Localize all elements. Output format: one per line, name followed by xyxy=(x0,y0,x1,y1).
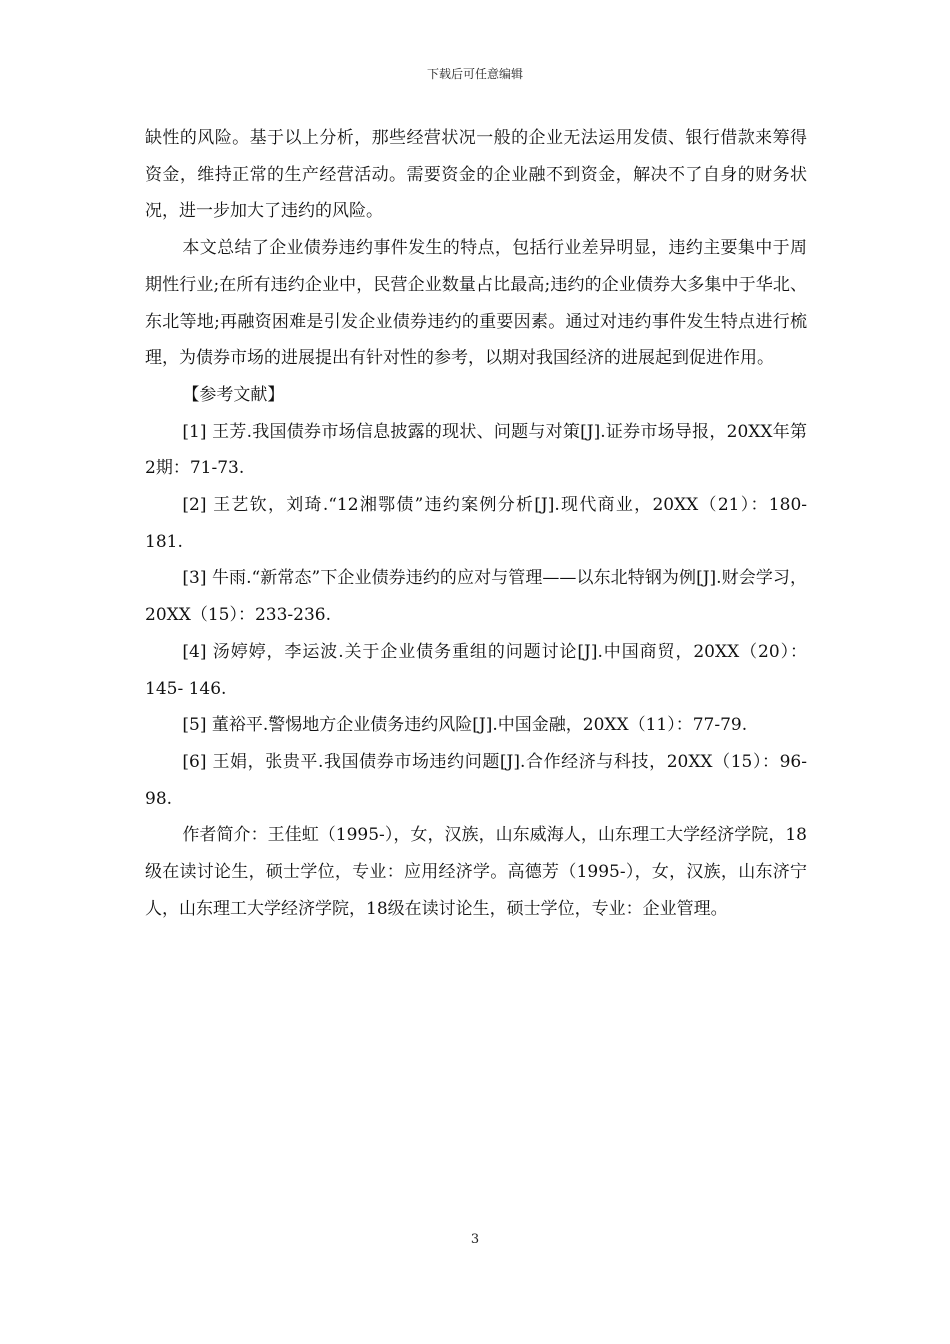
references-heading: 【参考文献】 xyxy=(182,384,285,405)
reference-item-5: [5] 董裕平.警惕地方企业债务违约风险[J].中国金融，20XX（11）：77-79. xyxy=(182,715,748,736)
reference-item-3: [3] 牛雨.“新常态”下企业债券违约的应对与管理——以东北特钢为例[J].财会学习，20XX（15）：233-236. xyxy=(145,568,807,626)
page-number: 3 xyxy=(470,1232,480,1247)
author-bio: 作者简介：王佳虹（1995-），女，汉族，山东威海人，山东理工大学经济学院，18级在读讨论生，硕士学位，专业：应用经济学。高德芳（1995-），女，汉族，山东济宁人，山东理工大学经济学院，18级在读讨论生，硕士学位，专业：企业管理。 xyxy=(145,825,807,919)
document-body xyxy=(145,120,807,927)
reference-item-6: [6] 王娟，张贵平.我国债券市场违约问题[J].合作经济与科技，20XX（15）：96-98. xyxy=(145,751,807,809)
reference-item-2: [2] 王艺钦，刘琦.“12湘鄂债”违约案例分析[J].现代商业，20XX（21）：180-181. xyxy=(145,495,807,552)
page-header: 下载后可任意编辑 xyxy=(426,67,523,81)
body-paragraph: 本文总结了企业债券违约事件发生的特点，包括行业差异明显，违约主要集中于周期性行业;在所有违约企业中，民营企业数量占比最高;违约的企业债券大多集中于华北、东北等地;再融资困难是引发企业债券违约的重要因素。通过对违约事件发生特点进行梳理，为债券市场的进展提出有针对性的参考，以期对我国经济的进展起到促进作用。 xyxy=(145,238,807,369)
reference-item-4: [4] 汤婷婷，李运波.关于企业债务重组的问题讨论[J].中国商贸，20XX（20）：145- 146. xyxy=(145,641,807,699)
reference-item-1: [1] 王芳.我国债券市场信息披露的现状、问题与对策[J].证券市场导报，20XX年第2期：71-73. xyxy=(145,421,807,479)
body-paragraph: 缺性的风险。基于以上分析，那些经营状况一般的企业无法运用发债、银行借款来筹得资金，维持正常的生产经营活动。需要资金的企业融不到资金，解决不了自身的财务状况，进一步加大了违约的风险。 xyxy=(145,128,807,222)
